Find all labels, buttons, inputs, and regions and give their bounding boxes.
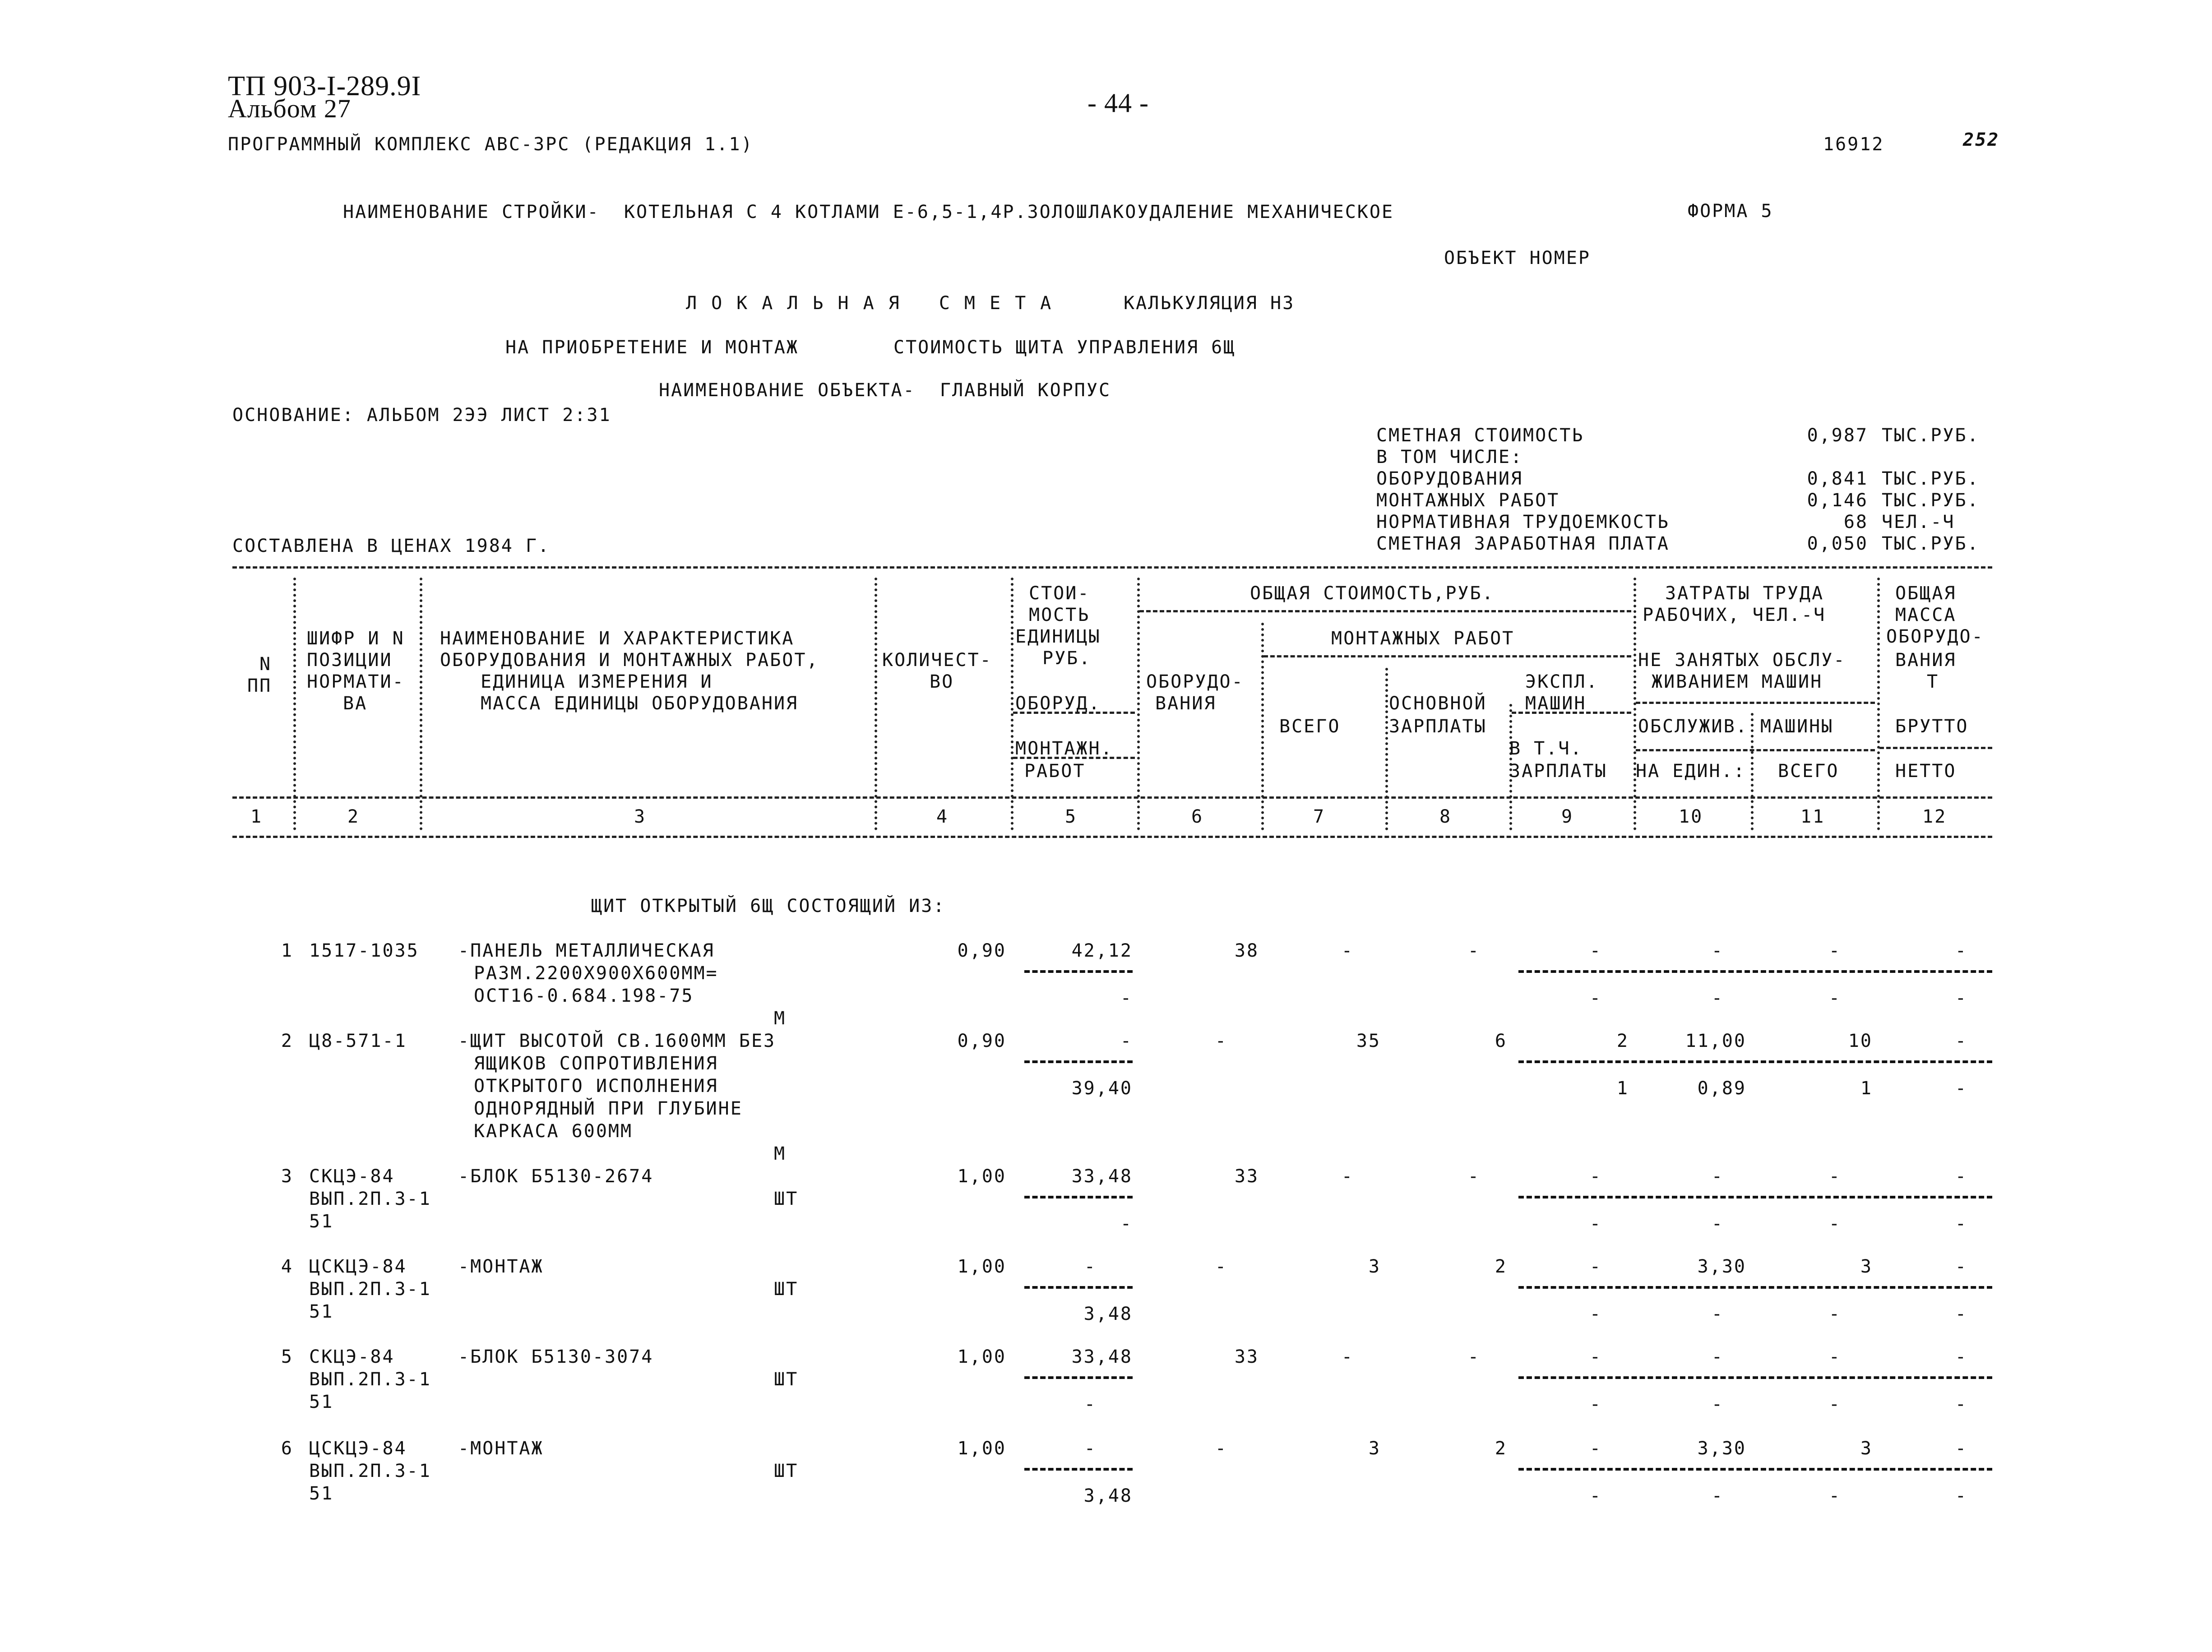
- row-labor-unit: 3,30: [1697, 1438, 1746, 1459]
- row-labor-unit: 3,30: [1697, 1256, 1746, 1277]
- row-labor-total: -: [1828, 1213, 1841, 1234]
- row-labor-unit: -: [1711, 940, 1724, 961]
- row-total: 35: [1356, 1031, 1381, 1051]
- row-machines: -: [1589, 1166, 1602, 1187]
- col-header-mass: ОБОРУДО-: [1886, 626, 1984, 647]
- col-header-mass: БРУТТО: [1895, 716, 1969, 737]
- row-labor-total: 3: [1860, 1438, 1873, 1459]
- column-separator: [293, 578, 296, 830]
- col-header-unit-cost: МОСТЬ: [1029, 605, 1090, 625]
- row-machines-wage: 1: [1616, 1078, 1629, 1099]
- summary-label: НОРМАТИВНАЯ ТРУДОЕМКОСТЬ: [1376, 512, 1670, 532]
- column-separator: [1011, 578, 1013, 830]
- column-number: 9: [1561, 806, 1574, 827]
- row-code: Ц8-571-1: [309, 1031, 407, 1051]
- col-header-code: ВА: [343, 693, 368, 714]
- row-machines-wage: -: [1589, 1213, 1602, 1234]
- summary-value: 0,146: [1807, 490, 1868, 511]
- numbers-bottom-rule: [232, 836, 1992, 838]
- summary-value: 0,841: [1807, 468, 1868, 489]
- summary-unit: ТЫС.РУБ.: [1882, 490, 1980, 511]
- row-total: -: [1341, 940, 1354, 961]
- row-labor-total: -: [1828, 1485, 1841, 1506]
- row-unit: М: [774, 1143, 787, 1164]
- row-labor-unit: -: [1711, 1394, 1724, 1415]
- column-number: 12: [1922, 806, 1947, 827]
- summary-label: СМЕТНАЯ ЗАРАБОТНАЯ ПЛАТА: [1376, 533, 1670, 554]
- row-number: 5: [281, 1347, 293, 1367]
- row-code: СКЦЭ-84: [309, 1347, 395, 1367]
- column-separator: [1877, 578, 1880, 830]
- row-mass: -: [1955, 940, 1967, 961]
- row-unit-equipment: -: [1084, 1438, 1097, 1459]
- row-labor-unit: -: [1711, 1166, 1724, 1187]
- row-machines-wage: -: [1589, 1304, 1602, 1324]
- cell-divider: [1518, 1468, 1992, 1471]
- col-header-name: МАССА ЕДИНИЦЫ ОБОРУДОВАНИЯ: [481, 693, 799, 714]
- row-unit-mounting: 3,48: [1083, 1485, 1133, 1506]
- column-number: 2: [347, 806, 360, 827]
- program-name: ПРОГРАММНЫЙ КОМПЛЕКС АВС-3РС (РЕДАКЦИЯ 1.1): [228, 134, 754, 155]
- row-labor-unit: -: [1711, 1304, 1724, 1324]
- cell-divider: [1024, 1060, 1133, 1063]
- col-header-unit-cost: ОБОРУД.: [1015, 693, 1101, 714]
- row-name: -МОНТАЖ: [458, 1438, 544, 1459]
- page-number: - 44 -: [1087, 88, 1149, 118]
- row-labor-total: 10: [1848, 1031, 1873, 1051]
- document-code: ТП 903-I-289.9I: [228, 71, 421, 102]
- row-labor-unit: -: [1711, 988, 1724, 1009]
- row-unit-equipment: 42,12: [1071, 940, 1133, 961]
- construction-name: НАИМЕНОВАНИЕ СТРОЙКИ- КОТЕЛЬНАЯ С 4 КОТЛАМИ Е-6,5-1,4Р.ЗОЛОШЛАКОУДАЛЕНИЕ МЕХАНИЧЕСКОЕ: [343, 202, 1394, 222]
- column-number: 11: [1800, 806, 1825, 827]
- row-total: 3: [1368, 1256, 1381, 1277]
- cell-divider: [1024, 1468, 1133, 1471]
- row-base-wage: 2: [1495, 1256, 1507, 1277]
- row-mass: -: [1955, 1347, 1967, 1367]
- summary-value: 0,987: [1807, 425, 1868, 446]
- row-labor-total: -: [1828, 1166, 1841, 1187]
- table-top-rule: [232, 566, 1992, 569]
- row-mass: -: [1955, 1031, 1967, 1051]
- row-base-wage: -: [1467, 1166, 1480, 1187]
- row-name: -ЩИТ ВЫСОТОЙ СВ.1600ММ БЕЗ: [458, 1031, 776, 1051]
- row-machines: -: [1589, 940, 1602, 961]
- purpose-label: НА ПРИОБРЕТЕНИЕ И МОНТАЖ: [505, 337, 799, 358]
- row-mass: -: [1955, 1485, 1967, 1506]
- row-code: 1517-1035: [309, 940, 419, 961]
- row-mass: -: [1955, 1438, 1967, 1459]
- row-name: -БЛОК Б5130-3074: [458, 1347, 654, 1367]
- program-code: 16912: [1823, 134, 1884, 155]
- cell-divider: [1024, 1376, 1133, 1379]
- album-label: Альбом 27: [228, 94, 351, 123]
- header-inner-rule: [1879, 747, 1992, 749]
- object-number: ОБЪЕКТ НОМЕР: [1444, 248, 1591, 268]
- row-equipment: 33: [1234, 1166, 1259, 1187]
- row-labor-unit: 11,00: [1685, 1031, 1746, 1051]
- row-base-wage: 2: [1495, 1438, 1507, 1459]
- object-name: НАИМЕНОВАНИЕ ОБЪЕКТА- ГЛАВНЫЙ КОРПУС: [659, 380, 1111, 401]
- row-quantity: 1,00: [957, 1347, 1006, 1367]
- row-labor-unit: -: [1711, 1347, 1724, 1367]
- row-unit: ШТ: [774, 1279, 799, 1300]
- summary-label: В ТОМ ЧИСЛЕ:: [1376, 447, 1523, 467]
- row-mass: -: [1955, 1078, 1967, 1099]
- cell-divider: [1518, 1376, 1992, 1379]
- row-labor-unit: -: [1711, 1213, 1724, 1234]
- row-mass: -: [1955, 988, 1967, 1009]
- row-equipment: 33: [1234, 1347, 1259, 1367]
- row-machines: -: [1589, 1347, 1602, 1367]
- row-quantity: 1,00: [957, 1438, 1006, 1459]
- row-machines-wage: -: [1589, 988, 1602, 1009]
- row-equipment: 38: [1234, 940, 1259, 961]
- row-mass: -: [1955, 1256, 1967, 1277]
- row-machines: -: [1589, 1438, 1602, 1459]
- col-header-machines: ЭКСПЛ.: [1525, 671, 1599, 692]
- row-unit-equipment: 33,48: [1071, 1347, 1133, 1367]
- col-header-labor: РАБОЧИХ, ЧЕЛ.-Ч: [1643, 605, 1826, 625]
- row-name: -МОНТАЖ: [458, 1256, 544, 1277]
- row-code: СКЦЭ-84: [309, 1166, 395, 1187]
- row-name: -ПАНЕЛЬ МЕТАЛЛИЧЕСКАЯ: [458, 940, 715, 961]
- col-header-mounting: МОНТАЖНЫХ РАБОТ: [1331, 628, 1515, 649]
- row-labor-total: -: [1828, 988, 1841, 1009]
- row-name: -БЛОК Б5130-2674: [458, 1166, 654, 1187]
- header-inner-rule: [1636, 702, 1875, 704]
- row-quantity: 0,90: [957, 940, 1006, 961]
- cell-divider: [1518, 970, 1992, 973]
- column-number: 8: [1439, 806, 1452, 827]
- col-header-name: ЕДИНИЦА ИЗМЕРЕНИЯ И: [481, 671, 713, 692]
- column-separator: [875, 578, 877, 830]
- header-inner-rule: [1139, 610, 1631, 612]
- row-machines: -: [1589, 1256, 1602, 1277]
- row-code: ВЫП.2П.3-1: [309, 1369, 431, 1390]
- col-header-base-wage: ОСНОВНОЙ: [1389, 693, 1487, 714]
- column-number: 3: [634, 806, 647, 827]
- col-header-machines: В Т.Ч.: [1509, 738, 1583, 759]
- row-code: 51: [309, 1301, 334, 1322]
- summary-label: СМЕТНАЯ СТОИМОСТЬ: [1376, 425, 1584, 446]
- row-code: 51: [309, 1483, 334, 1504]
- column-separator: [1261, 623, 1264, 830]
- col-header-labor: НА ЕДИН.:: [1636, 761, 1746, 782]
- price-level: СОСТАВЛЕНА В ЦЕНАХ 1984 Г.: [232, 536, 551, 556]
- row-labor-total: 3: [1860, 1256, 1873, 1277]
- row-unit-equipment: 33,48: [1071, 1166, 1133, 1187]
- column-number: 7: [1313, 806, 1326, 827]
- summary-unit: ТЫС.РУБ.: [1882, 468, 1980, 489]
- column-separator: [1137, 578, 1140, 830]
- summary-value: 0,050: [1807, 533, 1868, 554]
- summary-label: ОБОРУДОВАНИЯ: [1376, 468, 1523, 489]
- summary-value: 68: [1843, 512, 1868, 532]
- column-separator: [1385, 668, 1388, 830]
- col-header-n: ПП: [247, 676, 272, 696]
- row-unit-mounting: -: [1084, 1394, 1097, 1415]
- estimate-title: ЛОКАЛЬНАЯ СМЕТА: [686, 293, 1066, 314]
- col-header-mass: НЕТТО: [1895, 761, 1957, 782]
- cell-divider: [1024, 1196, 1133, 1199]
- row-equipment: -: [1215, 1256, 1227, 1277]
- row-labor-total: -: [1828, 940, 1841, 961]
- row-unit-equipment: -: [1120, 1031, 1133, 1051]
- col-header-machines: ЗАРПЛАТЫ: [1509, 761, 1607, 782]
- col-header-labor: ВСЕГО: [1778, 761, 1839, 782]
- col-header-unit-cost: ЕДИНИЦЫ: [1015, 626, 1101, 647]
- col-header-machines: МАШИН: [1525, 693, 1587, 714]
- col-header-labor: ЗАТРАТЫ ТРУДА: [1665, 583, 1824, 604]
- col-header-qty: КОЛИЧЕСТ-: [882, 650, 992, 671]
- sheet-number: 252: [1963, 130, 2000, 150]
- row-unit-mounting: 39,40: [1071, 1078, 1133, 1099]
- row-base-wage: -: [1467, 940, 1480, 961]
- summary-unit: ТЫС.РУБ.: [1882, 425, 1980, 446]
- row-labor-total: 1: [1860, 1078, 1873, 1099]
- row-unit: М: [774, 1008, 787, 1029]
- col-header-code: НОРМАТИ-: [307, 671, 405, 692]
- basis-label: ОСНОВАНИЕ: АЛЬБОМ 2ЭЭ ЛИСТ 2:31: [232, 405, 611, 426]
- row-labor-unit: -: [1711, 1485, 1724, 1506]
- row-code: ВЫП.2П.3-1: [309, 1189, 431, 1209]
- col-header-unit-cost: РАБОТ: [1024, 761, 1086, 782]
- col-header-mass: МАССА: [1895, 605, 1957, 625]
- header-inner-rule: [1263, 655, 1631, 657]
- row-code: ЦСКЦЭ-84: [309, 1256, 407, 1277]
- col-header-mass: Т: [1927, 671, 1939, 692]
- row-unit-mounting: 3,48: [1083, 1304, 1133, 1324]
- column-number: 5: [1065, 806, 1078, 827]
- cost-subject: СТОИМОСТЬ ЩИТА УПРАВЛЕНИЯ 6Щ: [893, 337, 1236, 358]
- header-inner-rule: [1636, 749, 1875, 751]
- col-header-code: ШИФР И N: [307, 628, 405, 649]
- col-header-mass: ВАНИЯ: [1895, 650, 1957, 671]
- row-code: ВЫП.2П.3-1: [309, 1461, 431, 1481]
- summary-unit: ТЫС.РУБ.: [1882, 533, 1980, 554]
- row-base-wage: -: [1467, 1347, 1480, 1367]
- col-header-mass: ОБЩАЯ: [1895, 583, 1957, 604]
- row-labor-total: -: [1828, 1347, 1841, 1367]
- row-total: 3: [1368, 1438, 1381, 1459]
- cell-divider: [1518, 1060, 1992, 1063]
- row-number: 6: [281, 1438, 293, 1459]
- row-machines-wage: -: [1589, 1485, 1602, 1506]
- calculation-label: КАЛЬКУЛЯЦИЯ НЗ: [1124, 293, 1295, 314]
- row-name: ОСТ16-0.684.198-75: [474, 986, 694, 1006]
- row-mass: -: [1955, 1394, 1967, 1415]
- row-number: 2: [281, 1031, 293, 1051]
- cell-divider: [1024, 970, 1133, 973]
- row-code: 51: [309, 1392, 334, 1412]
- cell-divider: [1518, 1196, 1992, 1199]
- col-header-qty: ВО: [930, 671, 954, 692]
- row-equipment: -: [1215, 1438, 1227, 1459]
- column-number: 1: [250, 806, 263, 827]
- col-header-labor: ОБСЛУЖИВ. МАШИНЫ: [1638, 716, 1834, 737]
- row-number: 1: [281, 940, 293, 961]
- row-name: ОТКРЫТОГО ИСПОЛНЕНИЯ: [474, 1076, 718, 1097]
- col-header-unit-cost: СТОИ-: [1029, 583, 1090, 604]
- column-number: 4: [936, 806, 949, 827]
- form-label: ФОРМА 5: [1688, 201, 1773, 222]
- cell-divider: [1518, 1286, 1992, 1289]
- row-quantity: 1,00: [957, 1256, 1006, 1277]
- col-header-equipment: ВАНИЯ: [1155, 693, 1217, 714]
- row-code: ЦСКЦЭ-84: [309, 1438, 407, 1459]
- row-unit-mounting: -: [1120, 1213, 1133, 1234]
- row-total: -: [1341, 1347, 1354, 1367]
- row-mass: -: [1955, 1304, 1967, 1324]
- column-number: 10: [1679, 806, 1703, 827]
- row-unit-mounting: -: [1120, 988, 1133, 1009]
- row-name: ЯЩИКОВ СОПРОТИВЛЕНИЯ: [474, 1053, 718, 1074]
- row-machines-wage: -: [1589, 1394, 1602, 1415]
- column-separator: [420, 578, 422, 830]
- col-header-total-cost: ОБЩАЯ СТОИМОСТЬ,РУБ.: [1250, 583, 1495, 604]
- column-number: 6: [1191, 806, 1204, 827]
- row-quantity: 0,90: [957, 1031, 1006, 1051]
- row-labor-total: -: [1828, 1304, 1841, 1324]
- row-name: РАЗМ.2200Х900Х600ММ=: [474, 963, 718, 984]
- col-header-labor: НЕ ЗАНЯТЫХ ОБСЛУ-: [1638, 650, 1846, 671]
- summary-unit: ЧЕЛ.-Ч: [1882, 512, 1955, 532]
- row-code: 51: [309, 1211, 334, 1232]
- row-machines: 2: [1616, 1031, 1629, 1051]
- col-header-total: ВСЕГО: [1279, 716, 1341, 737]
- row-total: -: [1341, 1166, 1354, 1187]
- col-header-unit-cost: МОНТАЖН.: [1015, 738, 1113, 759]
- cell-divider: [1024, 1286, 1133, 1289]
- row-mass: -: [1955, 1213, 1967, 1234]
- header-bottom-rule: [232, 796, 1992, 799]
- row-equipment: -: [1215, 1031, 1227, 1051]
- row-code: ВЫП.2П.3-1: [309, 1279, 431, 1300]
- row-labor-unit: 0,89: [1697, 1078, 1746, 1099]
- row-name: ОДНОРЯДНЫЙ ПРИ ГЛУБИНЕ: [474, 1098, 743, 1119]
- col-header-equipment: ОБОРУДО-: [1146, 671, 1244, 692]
- row-mass: -: [1955, 1166, 1967, 1187]
- summary-label: МОНТАЖНЫХ РАБОТ: [1376, 490, 1560, 511]
- col-header-unit-cost: РУБ.: [1042, 648, 1092, 669]
- row-quantity: 1,00: [957, 1166, 1006, 1187]
- col-header-code: ПОЗИЦИИ: [307, 650, 393, 671]
- col-header-name: ОБОРУДОВАНИЯ И МОНТАЖНЫХ РАБОТ,: [440, 650, 819, 671]
- col-header-name: НАИМЕНОВАНИЕ И ХАРАКТЕРИСТИКА: [440, 628, 795, 649]
- row-unit: ШТ: [774, 1461, 799, 1481]
- row-labor-total: -: [1828, 1394, 1841, 1415]
- row-unit-equipment: -: [1084, 1256, 1097, 1277]
- col-header-base-wage: ЗАРПЛАТЫ: [1389, 716, 1487, 737]
- row-number: 4: [281, 1256, 293, 1277]
- col-header-n: N: [259, 654, 272, 675]
- row-unit: ШТ: [774, 1369, 799, 1390]
- col-header-labor: ЖИВАНИЕМ МАШИН: [1652, 671, 1823, 692]
- column-separator: [1634, 578, 1636, 830]
- row-number: 3: [281, 1166, 293, 1187]
- section-title: ЩИТ ОТКРЫТЫЙ 6Щ СОСТОЯЩИЙ ИЗ:: [591, 896, 946, 916]
- row-base-wage: 6: [1495, 1031, 1507, 1051]
- row-name: КАРКАСА 600ММ: [474, 1121, 633, 1142]
- row-unit: ШТ: [774, 1189, 799, 1209]
